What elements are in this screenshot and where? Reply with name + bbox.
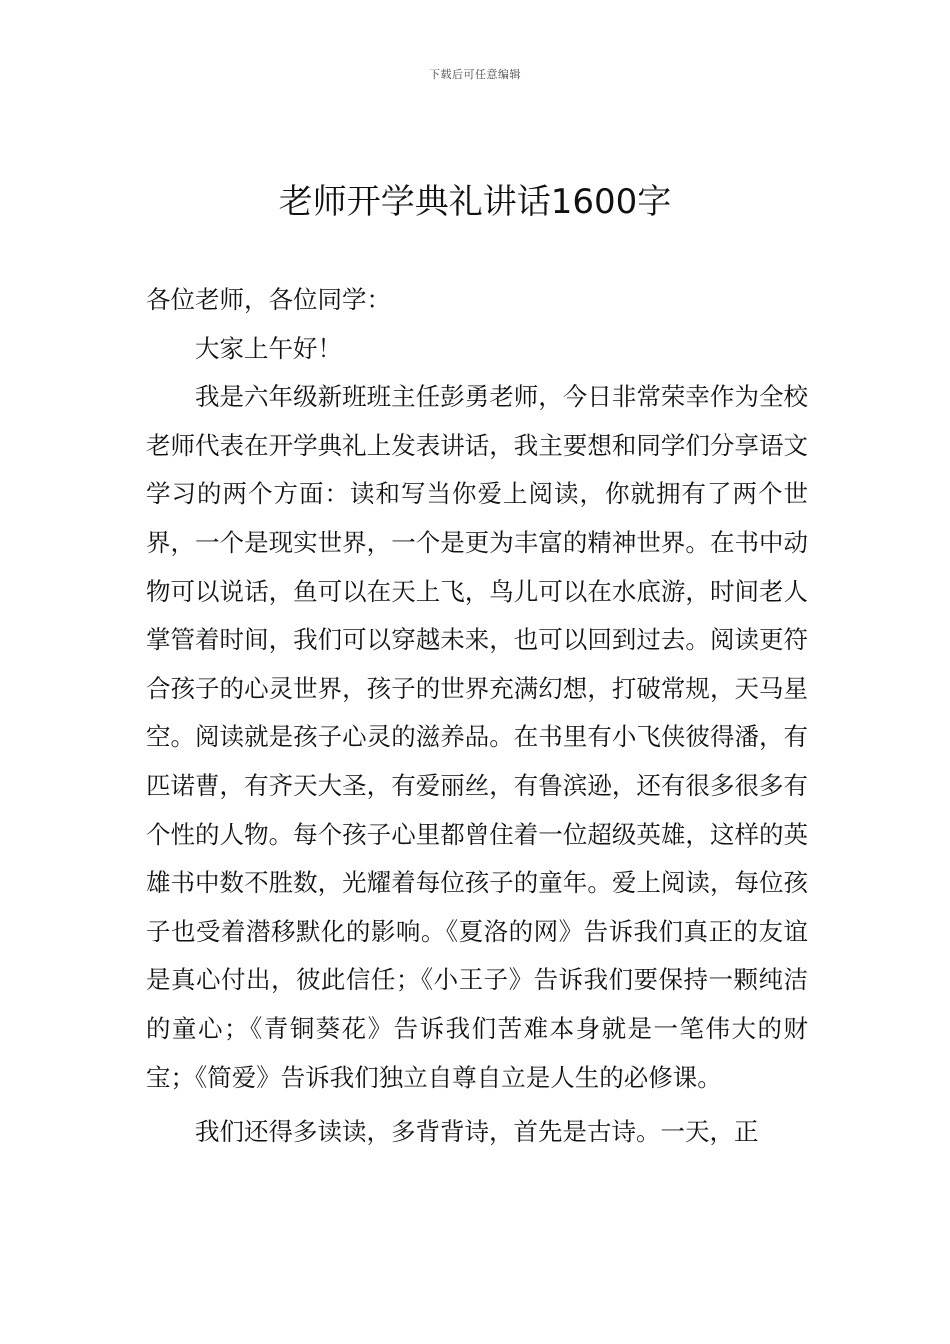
paragraph-greeting: 大家上午好！ [195,333,342,363]
paragraph-reading: 我是六年级新班班主任彭勇老师，今日非常荣幸作为全校老师代表在开学典礼上发表讲话，我主要想和同学们分享语文学习的两个方面：读和写当你爱上阅读，你就拥有了两个世界，一个是现实世界，一个是更为丰富的精神世界。在书中动物可以说话，鱼可以在天上飞，鸟儿可以在水底游，时间老人掌管着时间，我们可以穿越未来，也可以回到过去。阅读更符合孩子的心灵世界，孩子的世界充满幻想，打破常规，天马星空。阅读就是孩子心灵的滋养品。在书里有小飞侠彼得潘，有匹诺曹，有齐天大圣，有爱丽丝，有鲁滨逊，还有很多很多有个性的人物。每个孩子心里都曾住着一位超级英雄，这样的英雄书中数不胜数，光耀着每位孩子的童年。爱上阅读，每位孩子也受着潜移默化的影响。《夏洛的网》告诉我们真正的友谊是真心付出，彼此信任；《小王子》告诉我们要保持一颗纯洁的童心；《青铜葵花》告诉我们苦难本身就是一笔伟大的财宝；《简爱》告诉我们独立自尊自立是人生的必修课。 [146,382,808,1092]
page-header-note: 下载后可任意编辑 [429,68,521,81]
salutation: 各位老师，各位同学： [146,285,391,314]
paragraph-poetry: 我们还得多读读，多背背诗，首先是古诗。一天，正 [195,1117,759,1147]
document-title: 老师开学典礼讲话1600字 [278,182,672,222]
document-body [146,276,808,1157]
